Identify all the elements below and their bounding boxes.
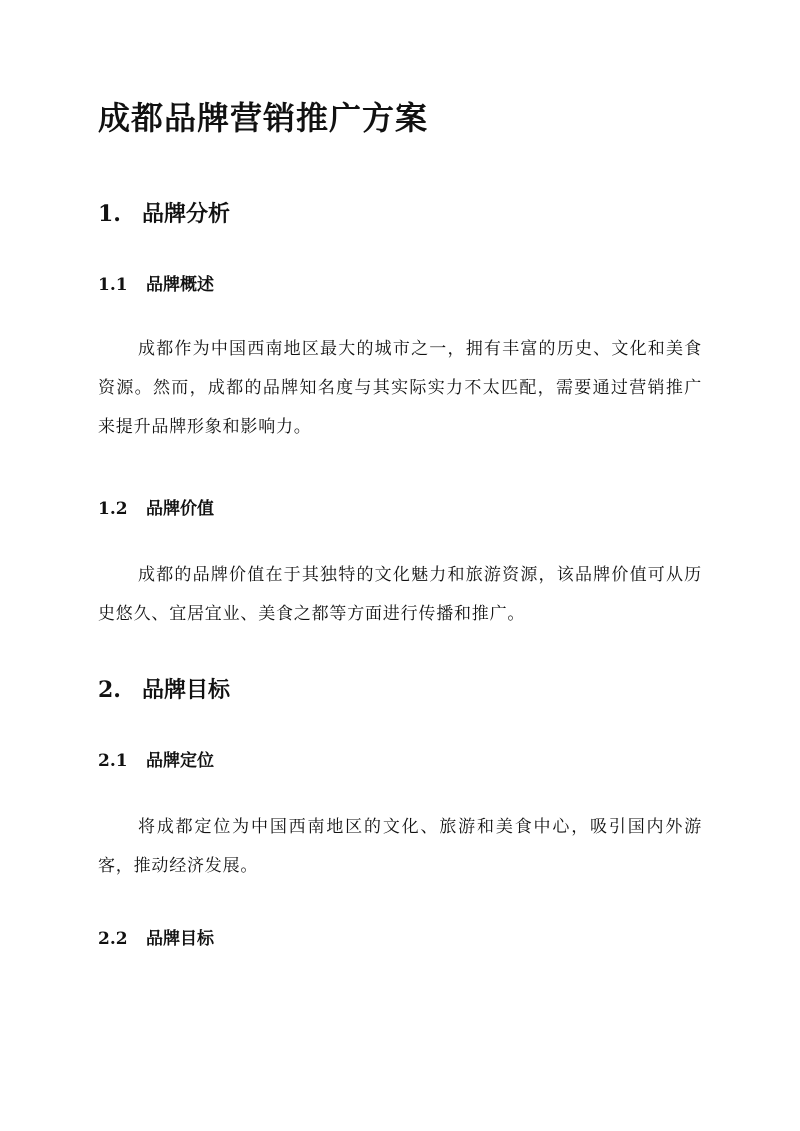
subsection-title: 品牌价值 xyxy=(146,499,214,519)
paragraph-brand-value: 成都的品牌价值在于其独特的文化魅力和旅游资源，该品牌价值可从历史悠久、宜居宜业、美食之都等方面进行传播和推广。 xyxy=(98,565,702,624)
paragraph-brand-overview: 成都作为中国西南地区最大的城市之一，拥有丰富的历史、文化和美食资源。然而，成都的品牌知名度与其实际实力不太匹配，需要通过营销推广来提升品牌形象和影响力。 xyxy=(98,339,702,437)
section-number: 1. xyxy=(98,201,121,227)
subsection-title: 品牌概述 xyxy=(146,275,214,295)
document-title: 成都品牌营销推广方案 xyxy=(98,99,429,137)
subsection-number: 2.1 xyxy=(98,751,128,771)
section-title: 品牌目标 xyxy=(142,677,231,703)
subsection-heading-brand-value xyxy=(98,496,214,522)
subsection-heading-brand-overview xyxy=(98,272,214,298)
section-number: 2. xyxy=(98,677,121,703)
section-heading-brand-goals xyxy=(98,674,230,706)
paragraph-brand-positioning: 将成都定位为中国西南地区的文化、旅游和美食中心，吸引国内外游客，推动经济发展。 xyxy=(98,817,702,876)
subsection-title: 品牌定位 xyxy=(146,751,214,771)
subsection-number: 2.2 xyxy=(98,929,128,949)
subsection-number: 1.2 xyxy=(98,499,128,519)
subsection-number: 1.1 xyxy=(98,275,128,295)
section-title: 品牌分析 xyxy=(142,201,231,227)
section-heading-brand-analysis xyxy=(98,198,230,230)
subsection-heading-brand-targets xyxy=(98,926,214,952)
subsection-title: 品牌目标 xyxy=(146,929,214,949)
subsection-heading-brand-positioning xyxy=(98,748,214,774)
